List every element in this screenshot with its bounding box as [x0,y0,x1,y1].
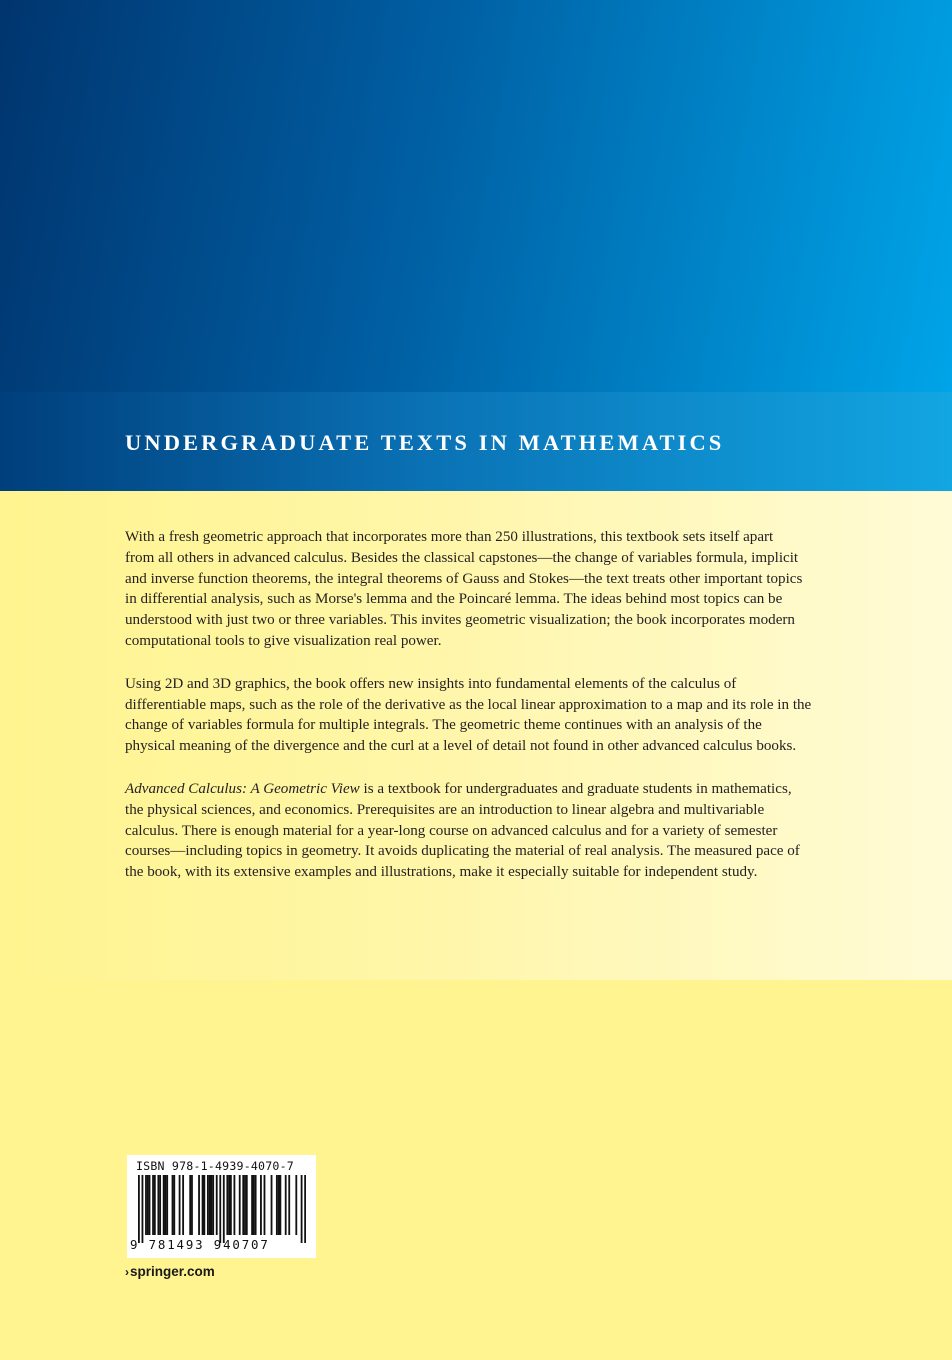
barcode-bars [138,1175,306,1245]
barcode-bar [211,1175,213,1235]
barcode-bar [182,1175,184,1235]
barcode-bar [285,1175,287,1235]
barcode-bar [212,1175,214,1235]
barcode-bar [152,1175,154,1235]
blurb-line: With a fresh geometric approach that incorporates more than 250 illustrations, this textbook sets itself apart [125,529,774,545]
barcode-bar [179,1175,181,1235]
blurb-line-rest: is a textbook for undergraduates and graduate students in mathematics, [359,780,792,797]
blurb-line: physical meaning of the divergence and the curl at a level of detail not found in other advanced calculus books. [125,738,797,755]
barcode-bar [253,1175,255,1235]
chevron-right-icon: › [125,1265,129,1279]
blurb-line: in differential analysis, such as Morse's lemma and the Poincaré lemma. The ideas behind most topics can be [125,591,783,608]
series-title: UNDERGRADUATE TEXTS IN MATHEMATICS [125,430,725,455]
barcode-bar [159,1175,161,1235]
barcode-bar [244,1175,246,1235]
barcode-bar [260,1175,262,1235]
blurb-line: understood with just two or three variables. This invites geometric visualization; the book incorporates modern [125,612,795,629]
barcode-bar [230,1175,232,1235]
barcode-bar [223,1175,225,1243]
barcode-bar [202,1175,204,1235]
barcode-bar [142,1175,144,1243]
barcode-bar [203,1175,205,1235]
barcode-bar [276,1175,278,1235]
barcode-bar [242,1175,244,1235]
barcode-bar [264,1175,266,1235]
blurb-line: differentiable maps, such as the role of the derivative as the local linear approximation to a map and its role in the [125,696,812,713]
barcode-bar [145,1175,147,1235]
barcode-bar [251,1175,253,1235]
blurb-line: courses—including topics in geometry. It avoids duplicating the material of real analysis. The measured pace of [125,843,800,860]
barcode-bar [154,1175,156,1235]
blurb-line: computational tools to give visualization real power. [125,632,442,649]
publisher-url: springer.com [130,1264,215,1279]
blurb-paragraph-3 [125,779,825,883]
blurb-paragraph-2 [125,674,825,757]
barcode-bar [138,1175,140,1243]
barcode-bar [278,1175,280,1235]
barcode-bar [219,1175,221,1243]
barcode-bar [172,1175,174,1235]
barcode-bar [166,1175,168,1235]
blurb-line: Using 2D and 3D graphics, the book offers new insights into fundamental elements of the calculus of [125,675,737,692]
barcode-bar [271,1175,273,1235]
barcode-bar [163,1175,165,1235]
blurb-line: and inverse function theorems, the integral theorems of Gauss and Stokes—the text treats other important topics [125,570,803,587]
barcode-bar [147,1175,149,1235]
barcode-bar [288,1175,290,1235]
barcode-bar [157,1175,159,1235]
barcode-bar [228,1175,230,1235]
blurb-line: from all others in advanced calculus. Besides the classical capstones—the change of variables formula, implicit [125,549,799,566]
back-cover-blurb [125,527,825,905]
blurb-line [125,779,825,800]
barcode-bar [279,1175,281,1235]
barcode-bar [216,1175,218,1235]
barcode-bar [191,1175,193,1235]
book-title-italic: Advanced Calculus: A Geometric View [125,780,360,797]
blurb-line: the physical sciences, and economics. Prerequisites are an introduction to linear algebra and multivariable [125,801,765,818]
barcode-digits: 9 781493 940707 [130,1237,270,1252]
barcode-bar [149,1175,151,1235]
barcode-bar [189,1175,191,1235]
isbn-barcode [127,1155,316,1258]
blurb-line: change of variables formula for multiple integrals. The geometric theme continues with an analysis of the [125,717,762,734]
blurb-paragraph-1 [125,527,825,652]
barcode-bar [165,1175,167,1235]
publisher-link[interactable] [125,1264,215,1279]
isbn-label: ISBN 978-1-4939-4070-7 [136,1159,294,1173]
barcode-bar [226,1175,228,1235]
barcode-bar [246,1175,248,1235]
blurb-line: calculus. There is enough material for a year-long course on advanced calculus and for a variety of semester [125,822,778,839]
barcode-bar [239,1175,241,1235]
barcode-bar [301,1175,303,1243]
barcode-bar [198,1175,200,1235]
blurb-line: the book, with its extensive examples and illustrations, make it especially suitable for independent study. [125,864,758,881]
barcode-bar [207,1175,209,1235]
barcode-bar [233,1175,235,1235]
barcode-bar [255,1175,257,1235]
barcode-bar [173,1175,175,1235]
barcode-bar [209,1175,211,1235]
cover-top-gradient [0,0,952,392]
barcode-bar [304,1175,306,1243]
barcode-bar [295,1175,297,1235]
